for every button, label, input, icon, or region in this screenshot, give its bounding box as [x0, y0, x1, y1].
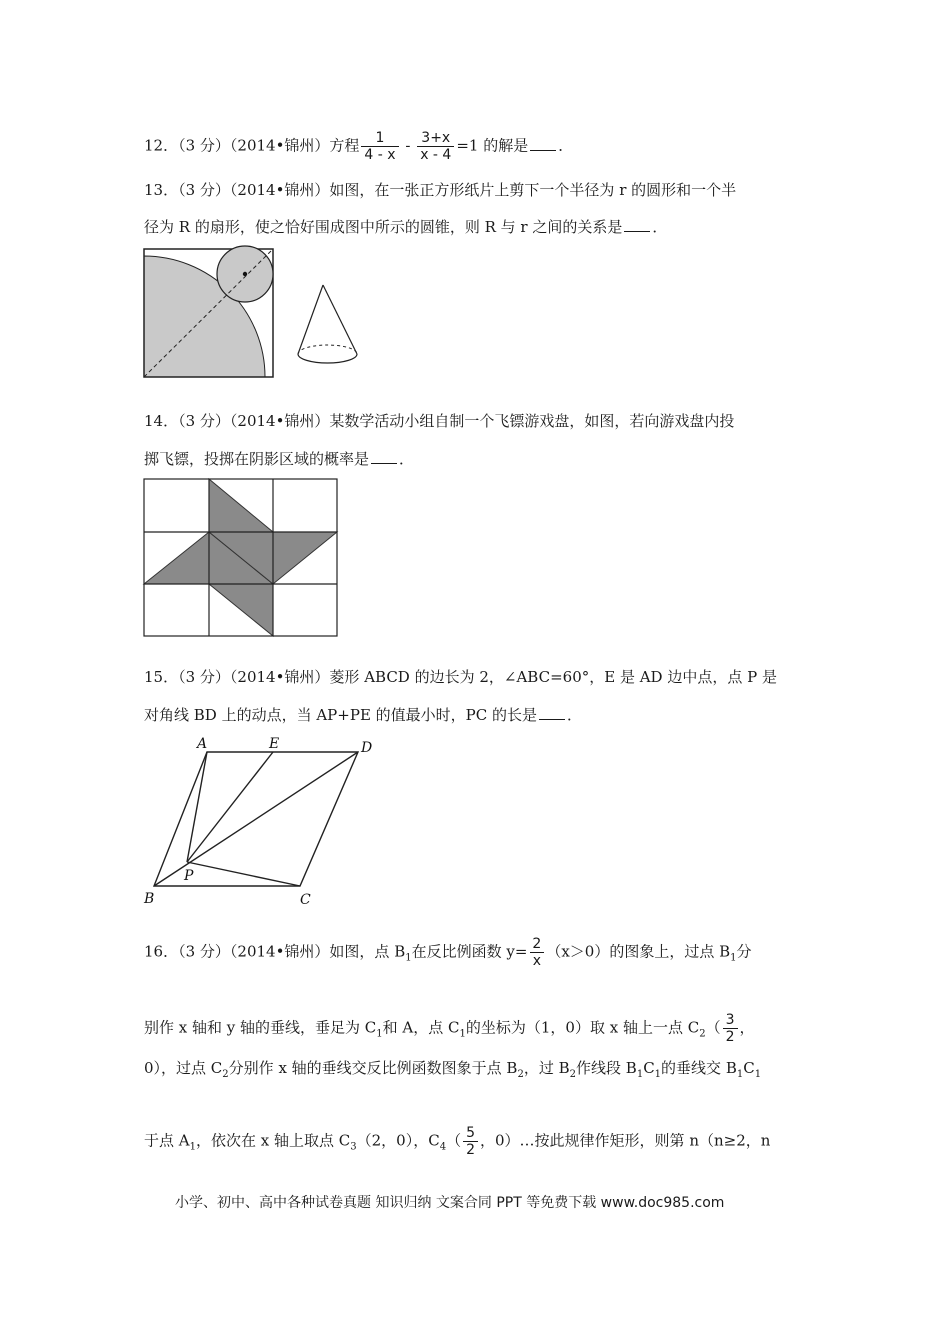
fraction-3-over-2: $\frac{3}{2}$ — [723, 1012, 738, 1045]
question-12: 12．（3 分）（2014•锦州）方程 $\frac{1}{4 - x}$ - $\frac{3+x}{x - 4}$ =1 的解是 ． — [144, 130, 574, 163]
question-15-line-1: 15．（3 分）（2014•锦州）菱形 ABCD 的边长为 2，∠ABC=60°，E 是 AD 边中点，点 P 是 — [144, 668, 777, 686]
segment-pa — [187, 752, 207, 862]
question-13-line-2: 径为 R 的扇形，使之恰好围成图中所示的圆锥，则 R 与 r 之间的关系是 ． — [144, 218, 668, 236]
question-16-line-4: 于点 $A_1$，依次在 x 轴上取点 $C_3(2$，0），$C_4$（ $\frac{5}{2}$ ，0）…按此规律作矩形，则第 n（n≥2，n — [144, 1125, 771, 1158]
question-15-line-2: 对角线 BD 上的动点，当 AP+PE 的值最小时，PC 的长是 ． — [144, 706, 583, 724]
answer-blank — [371, 449, 397, 464]
page-footer: 小学、初中、高中各种试卷真题 知识归纳 文案合同 PPT 等免费下载 www.doc985.com — [175, 1195, 725, 1211]
fraction-2: $\frac{3+x}{x - 4}$ — [417, 130, 454, 163]
cone-base-back — [298, 345, 357, 354]
label-c: C — [300, 892, 311, 908]
question-14-line-1: 14．（3 分）（2014•锦州）某数学活动小组自制一个飞镖游戏盘，如图，若向游戏盘内投 — [144, 412, 735, 430]
cone-base-front — [298, 354, 357, 363]
cone-right-side — [323, 285, 357, 354]
answer-blank — [624, 217, 650, 232]
question-16-line-3: 0），过点 $C_2$分别作 x 轴的垂线交反比例函数图象于点 $B_2$，过 $B_2$作线段 $B_1C_1$的垂线交 $B_1C_1$ — [144, 1059, 762, 1080]
center-dot — [243, 272, 247, 276]
answer-blank — [530, 136, 556, 151]
question-16-line-1: 16．（3 分）（2014•锦州）如图，点 $B_1$在反比例函数 y= $\frac{2}{x}$ （x＞0）的图象上，过点 $B_1$分 — [144, 936, 752, 969]
fraction-1: $\frac{1}{4 - x}$ — [361, 130, 398, 163]
figure-square-sector-cone — [140, 244, 370, 382]
fraction-2-over-x: $\frac{2}{x}$ — [529, 936, 544, 969]
segment-bd — [154, 752, 358, 886]
question-14-line-2: 掷飞镖，投掷在阴影区域的概率是 ． — [144, 450, 415, 468]
label-e: E — [269, 736, 280, 752]
figure-dart-board — [140, 476, 344, 640]
label-p: P — [184, 868, 194, 884]
label-d: D — [361, 740, 373, 756]
fraction-5-over-2: $\frac{5}{2}$ — [463, 1125, 478, 1158]
shaded-region — [144, 479, 337, 636]
label-a: A — [197, 736, 208, 752]
segment-pc — [187, 862, 300, 886]
cone-left-side — [298, 285, 323, 354]
answer-blank — [539, 705, 565, 720]
question-13-line-1: 13．（3 分）（2014•锦州）如图，在一张正方形纸片上剪下一个半径为 r 的圆形和一个半 — [144, 181, 737, 199]
label-b: B — [144, 891, 155, 907]
figure-rhombus — [140, 732, 390, 912]
question-16-line-2: 别作 x 轴和 y 轴的垂线，垂足为 $C_1$和 A，点 $C_1$的坐标为（1，0）取 x 轴上一点 $C_2$（ $\frac{3}{2}$ ， — [144, 1012, 755, 1045]
